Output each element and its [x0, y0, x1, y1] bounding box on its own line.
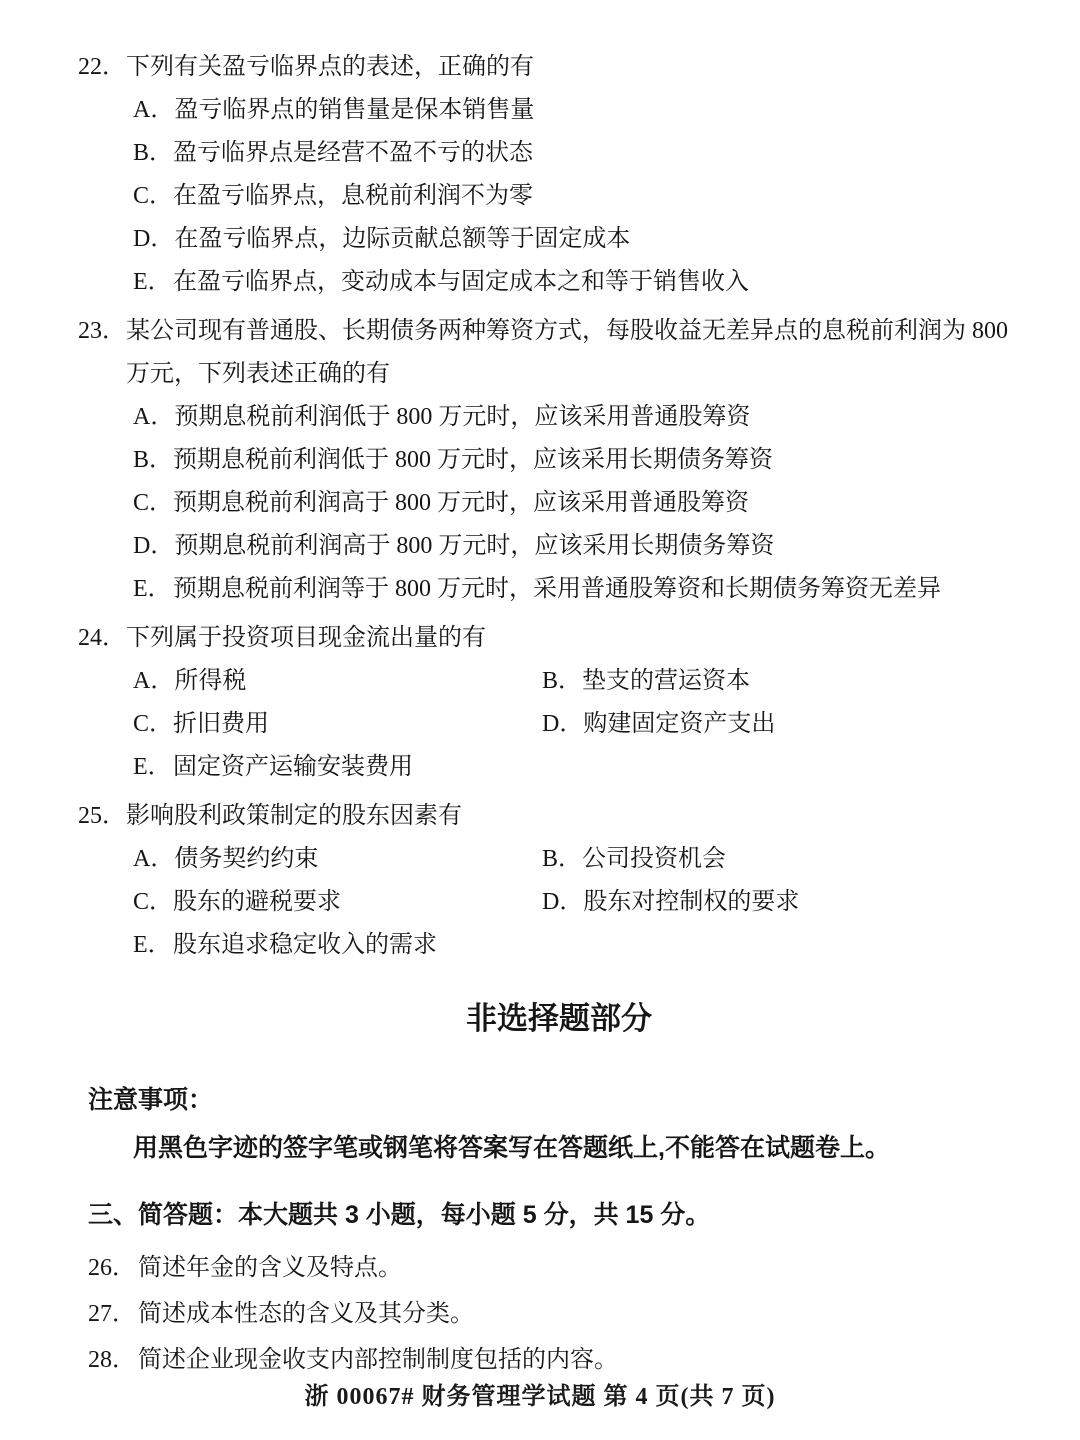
question-stem: 某公司现有普通股、长期债务两种筹资方式，每股收益无差异点的息税前利润为 800 — [126, 318, 1008, 344]
option-label: A． — [133, 846, 175, 872]
question-stem-continuation: 万元，下列表述正确的有 — [126, 361, 390, 387]
question-number: 26． — [88, 1255, 136, 1281]
option-item — [542, 703, 775, 746]
option-text: 在盈亏临界点，变动成本与固定成本之和等于销售收入 — [173, 269, 749, 295]
option-item — [133, 525, 1040, 568]
option-label: D． — [542, 711, 584, 737]
option-item — [133, 746, 1040, 789]
option-text: 股东追求稳定收入的需求 — [173, 932, 437, 958]
option-text: 预期息税前利润高于 800 万元时，应该采用普通股筹资 — [173, 490, 750, 516]
question-22 — [78, 46, 1040, 304]
option-item — [133, 881, 542, 924]
question-stem: 影响股利政策制定的股东因素有 — [126, 803, 462, 829]
option-label: C． — [133, 711, 174, 737]
option-label: A． — [133, 668, 175, 694]
notes-heading: 注意事项： — [88, 1086, 214, 1114]
option-item — [133, 482, 1040, 525]
option-item — [133, 396, 1040, 439]
option-row — [133, 838, 1040, 881]
option-item — [542, 838, 726, 881]
option-text: 盈亏临界点的销售量是保本销售量 — [174, 97, 535, 123]
question-number: 27． — [88, 1301, 136, 1327]
option-label: D． — [133, 533, 175, 559]
option-label: C． — [133, 889, 174, 915]
short-answer-section — [88, 1245, 1040, 1383]
option-row — [133, 703, 1040, 746]
option-label: B． — [133, 447, 174, 473]
option-item — [133, 132, 1040, 175]
option-text: 公司投资机会 — [582, 846, 727, 872]
option-label: A． — [133, 97, 175, 123]
option-text: 预期息税前利润低于 800 万元时，应该采用普通股筹资 — [174, 404, 751, 430]
question-stem-row — [78, 46, 1040, 89]
question-stem-row — [78, 795, 1040, 838]
part3-heading: 三、简答题：本大题共 3 小题，每小题 5 分，共 15 分。 — [88, 1201, 711, 1229]
question-number: 24． — [78, 625, 126, 651]
option-label: E． — [133, 576, 172, 602]
question-25 — [78, 795, 1040, 967]
option-text: 在盈亏临界点，边际贡献总额等于固定成本 — [174, 226, 631, 252]
option-item — [542, 881, 799, 924]
option-item — [133, 660, 542, 703]
question-23 — [78, 310, 1040, 611]
option-label: B． — [542, 668, 583, 694]
option-text: 股东对控制权的要求 — [583, 889, 800, 915]
option-label: E． — [133, 754, 172, 780]
option-item — [133, 703, 542, 746]
option-item — [133, 89, 1040, 132]
short-question-27 — [88, 1291, 1040, 1337]
option-label: E． — [133, 932, 172, 958]
option-text: 预期息税前利润高于 800 万元时，应该采用长期债务筹资 — [174, 533, 775, 559]
option-item — [133, 568, 1040, 611]
option-text: 盈亏临界点是经营不盈不亏的状态 — [173, 140, 534, 166]
option-text: 固定资产运输安装费用 — [173, 754, 413, 780]
option-item — [542, 660, 750, 703]
option-label: A． — [133, 404, 175, 430]
option-label: D． — [133, 226, 175, 252]
question-text: 简述企业现金收支内部控制制度包括的内容。 — [138, 1347, 618, 1373]
question-stem: 下列属于投资项目现金流出量的有 — [126, 625, 486, 651]
short-question-26 — [88, 1245, 1040, 1291]
option-label: C． — [133, 490, 174, 516]
option-item — [133, 175, 1040, 218]
question-stem: 下列有关盈亏临界点的表述，正确的有 — [126, 54, 534, 80]
option-label: C． — [133, 183, 174, 209]
section-title: 非选择题部分 — [466, 1001, 652, 1036]
option-label: D． — [542, 889, 584, 915]
question-stem-row — [78, 310, 1040, 353]
option-label: B． — [542, 846, 583, 872]
question-number: 23． — [78, 318, 126, 344]
option-item — [133, 439, 1040, 482]
option-text: 股东的避税要求 — [173, 889, 342, 915]
page-footer: 浙 00067# 财务管理学试题 第 4 页(共 7 页) — [304, 1384, 776, 1410]
notes-body: 用黑色字迹的签字笔或钢笔将答案写在答题纸上,不能答在试题卷上。 — [133, 1134, 890, 1162]
question-stem-row — [78, 617, 1040, 660]
question-24 — [78, 617, 1040, 789]
option-item — [133, 261, 1040, 304]
question-number: 22． — [78, 54, 126, 80]
option-text: 预期息税前利润等于 800 万元时，采用普通股筹资和长期债务筹资无差异 — [173, 576, 941, 602]
question-text: 简述年金的含义及特点。 — [138, 1255, 402, 1281]
option-text: 预期息税前利润低于 800 万元时，应该采用长期债务筹资 — [173, 447, 774, 473]
option-text: 购建固定资产支出 — [583, 711, 776, 737]
option-text: 在盈亏临界点，息税前利润不为零 — [173, 183, 534, 209]
option-item — [133, 924, 1040, 967]
question-text: 简述成本性态的含义及其分类。 — [138, 1301, 474, 1327]
option-row — [133, 660, 1040, 703]
option-text: 垫支的营运资本 — [582, 668, 751, 694]
question-number: 25． — [78, 803, 126, 829]
question-number: 28． — [88, 1347, 136, 1373]
option-text: 所得税 — [174, 668, 247, 694]
option-text: 折旧费用 — [173, 711, 270, 737]
option-row — [133, 881, 1040, 924]
option-label: B． — [133, 140, 174, 166]
multiple-choice-section — [78, 46, 1040, 967]
option-item — [133, 218, 1040, 261]
option-text: 债务契约约束 — [174, 846, 319, 872]
option-item — [133, 838, 542, 881]
option-label: E． — [133, 269, 172, 295]
